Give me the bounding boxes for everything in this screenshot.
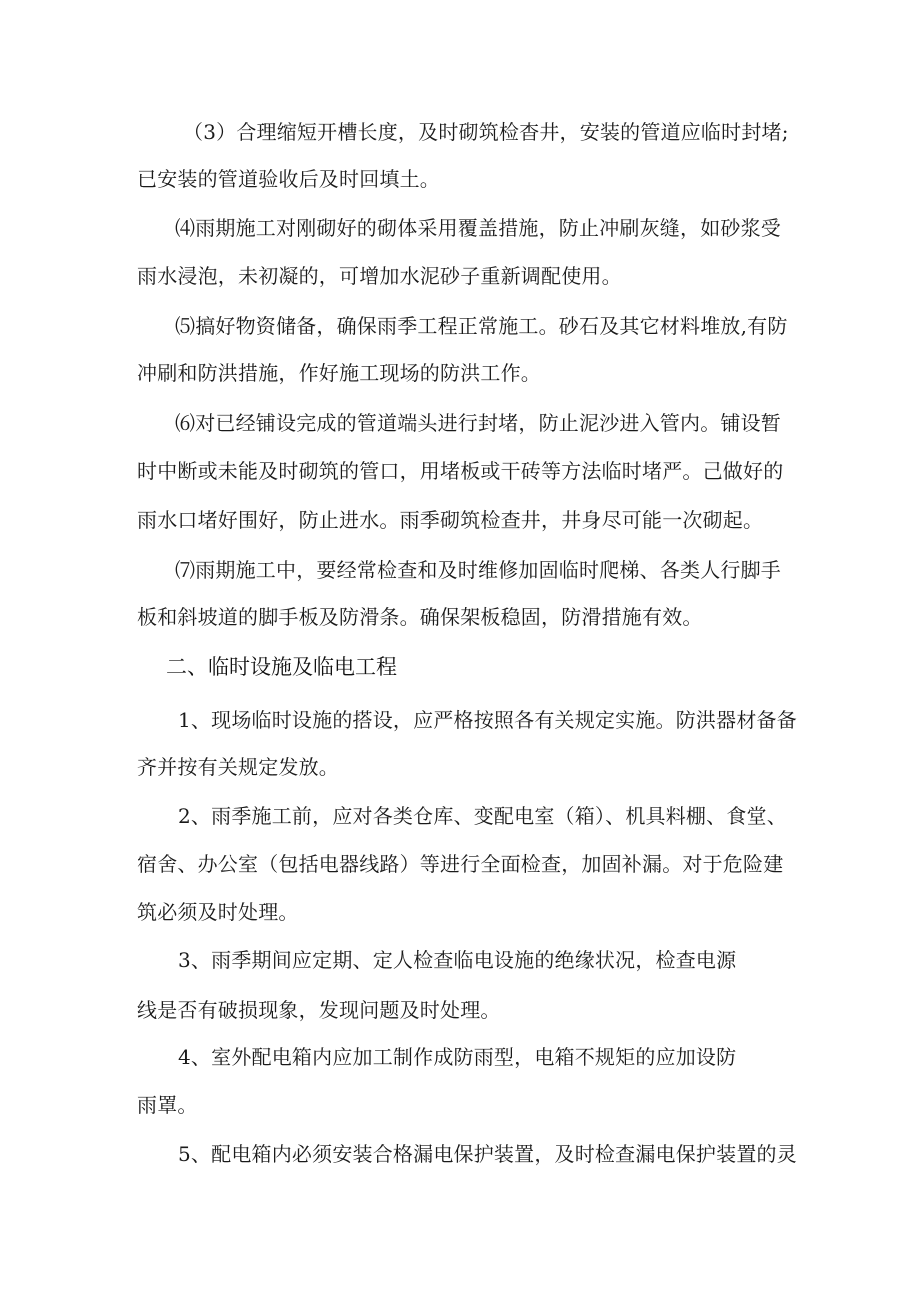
paragraph-section2-item-2-line-2: 宿舍、办公室（包括电器线路）等进行全面检查，加固补漏。对于危险建 [137,852,784,876]
paragraph-section2-item-4-line-2: 雨罩。 [137,1093,198,1117]
paragraph-section2-item-2-line-3: 筑必须及时处理。 [137,900,299,924]
paragraph-item-4-line-1: ⑷雨期施工对刚砌好的砌体采用覆盖措施，防止冲刷灰缝，如砂浆受 [175,216,781,240]
paragraph-item-3-line-1: （3）合理缩短开槽长度，及时砌筑检杳井，安装的管道应临时封堵; [183,120,789,144]
paragraph-item-7-line-2: 板和斜坡道的脚手板及防滑条。确保架板稳固，防滑措施有效。 [137,605,703,629]
paragraph-section2-item-4-line-1: 4、室外配电箱内应加工制作成防雨型，电箱不规矩的应加设防 [178,1045,737,1069]
paragraph-item-6-line-3: 雨水口堵好围好，防止进水。雨季砌筑检查井，井身尽可能一次砌起。 [137,508,764,532]
paragraph-item-6-line-2: 时中断或未能及时砌筑的管口，用堵板或干砖等方法临时堵严。己做好的 [137,459,784,483]
paragraph-section2-item-2-line-1: 2、雨季施工前，应对各类仓库、变配电室（箱）、机具料棚、食堂、 [178,804,787,828]
paragraph-section2-item-3-line-1: 3、雨季期间应定期、定人检查临电设施的绝缘状况，检查电源 [178,948,737,972]
paragraph-item-5-line-2: 冲刷和防洪措施，作好施工现场的防洪工作。 [137,361,541,385]
paragraph-item-6-line-1: ⑹对已经铺设完成的管道端头进行封堵，防止泥沙进入管内。铺设暂 [175,411,781,435]
paragraph-section2-item-5-line-1: 5、配电箱内必须安装合格漏电保护装置，及时检查漏电保护装置的灵 [178,1142,797,1166]
paragraph-section2-item-3-line-2: 线是否有破损现象，发现问题及时处理。 [137,998,501,1022]
paragraph-item-4-line-2: 雨水浸泡，未初凝的，可增加水泥砂子重新调配使用。 [137,264,622,288]
paragraph-section2-item-1-line-2: 齐并按有关规定发放。 [137,755,339,779]
paragraph-item-7-line-1: ⑺雨期施工中，要经常检查和及时维修加固临时爬梯、各类人行脚手 [175,558,781,582]
paragraph-item-3-line-2: 已安装的管道验收后及时回填土。 [137,167,440,191]
paragraph-item-5-line-1: ⑸搞好物资储备，确保雨季工程正常施工。砂石及其它材料堆放,有防 [175,314,788,338]
section-heading: 二、临时设施及临电工程 [166,655,397,679]
paragraph-section2-item-1-line-1: 1、现场临时设施的搭设，应严格按照各有关规定实施。防洪器材备备 [178,708,797,732]
